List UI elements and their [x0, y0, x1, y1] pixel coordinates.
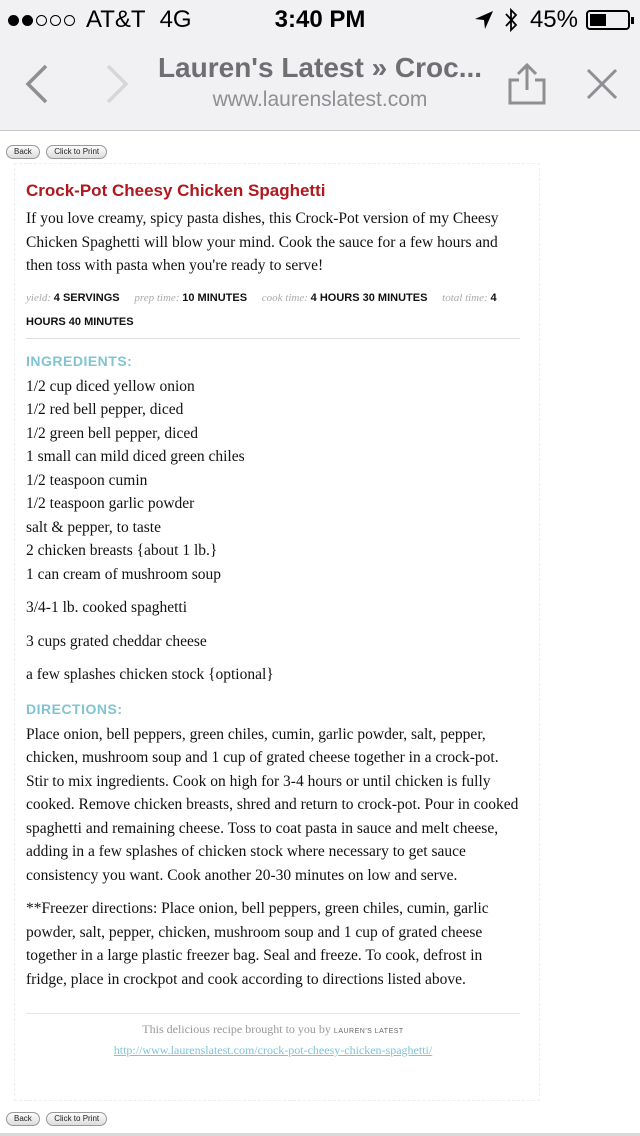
recipe-link[interactable]: http://www.laurenslatest.com/crock-pot-cheesy-chicken-spaghetti/: [113, 1043, 433, 1057]
ingredient-item: salt & pepper, to taste: [26, 518, 161, 536]
ingredient-item: 1/2 green bell pepper, diced: [26, 424, 198, 442]
recipe-title: Crock-Pot Cheesy Chicken Spaghetti: [26, 181, 326, 200]
recipe-meta: [26, 286, 520, 339]
share-icon[interactable]: [506, 62, 548, 106]
battery-percent: 45%: [529, 6, 578, 33]
ingredient-item: 3 cups grated cheddar cheese: [26, 632, 207, 650]
battery-icon: [586, 10, 630, 30]
ingredients-heading: INGREDIENTS:: [26, 352, 133, 369]
close-icon[interactable]: [586, 68, 618, 100]
directions-heading: DIRECTIONS:: [26, 700, 123, 717]
clock: 3:40 PM: [274, 6, 366, 33]
ingredient-item: 1/2 teaspoon garlic powder: [26, 495, 195, 512]
location-arrow-icon: [474, 10, 494, 30]
forward-arrow-icon[interactable]: [102, 64, 130, 104]
footer-brand: LAUREN'S LATEST: [333, 1028, 404, 1035]
directions-step: Place onion, bell peppers, green chiles, cumin, garlic powder, salt, pepper, chicken, mushroom soup and 1 cup of grated cheese together in a crock-pot. Stir to mix ingredients. Cook on high for 3-4 hours or until chicken is fully cooked. Remove chicken breasts, shred and return to crock-pot. Pour in cooked spaghetti and remaining cheese. Toss to coat pasta in sauce and melt cheese, adding in a few splashes of chicken stock where necessary to get sauce consistency you want. Cook another 20-30 minutes on low and serve.: [26, 725, 519, 884]
total-time-value: 4 HOURS 40 MINUTES: [26, 291, 497, 328]
status-bar: [0, 0, 640, 40]
network-type: 4G: [159, 6, 192, 33]
recipe-footer: [26, 1013, 520, 1060]
back-arrow-icon[interactable]: [24, 64, 52, 104]
ingredients-list: [26, 375, 520, 687]
prep-time-label: prep time:: [134, 291, 180, 304]
carrier-name: AT&T: [86, 6, 146, 33]
ingredient-item: 1 can cream of mushroom soup: [26, 565, 221, 583]
browser-chrome: [0, 0, 640, 131]
print-toolbar-bottom: [6, 1108, 109, 1126]
total-time-label: total time:: [442, 291, 488, 304]
cook-time-value: 4 HOURS 30 MINUTES: [310, 291, 428, 304]
back-button[interactable]: Back: [6, 145, 40, 159]
ingredient-item: 1 small can mild diced green chiles: [26, 448, 245, 465]
yield-value: 4 SERVINGS: [53, 291, 120, 304]
ingredient-item: a few splashes chicken stock {optional}: [26, 666, 274, 683]
ingredient-item: 1/2 red bell pepper, diced: [26, 401, 184, 418]
page-title[interactable]: Lauren's Latest » Croc...: [157, 52, 483, 83]
ingredient-item: 1/2 teaspoon cumin: [26, 471, 148, 489]
recipe-intro: If you love creamy, spicy pasta dishes, this Crock-Pot version of my Cheesy Chicken Spaghetti will blow your mind. Cook the sauce for a few hours and then toss with pasta when you're ready to serve!: [26, 210, 499, 274]
ingredient-item: 2 chicken breasts {about 1 lb.}: [26, 542, 218, 559]
print-button[interactable]: Click to Print: [46, 145, 107, 159]
freezer-directions: **Freezer directions: Place onion, bell peppers, green chiles, cumin, garlic powder, salt, pepper, chicken, mushroom soup and 1 cup of grated cheese together in a large plastic freezer bag. Seal and freeze. To cook, defrost in fridge, place in crockpot and cook according to directions listed above.: [26, 900, 489, 988]
footer-credit: This delicious recipe brought to you by: [142, 1022, 331, 1036]
back-button[interactable]: Back: [6, 1112, 40, 1126]
print-button[interactable]: Click to Print: [46, 1112, 107, 1126]
print-toolbar-top: [6, 141, 109, 159]
url-bar[interactable]: www.laurenslatest.com: [212, 88, 428, 111]
bluetooth-icon: [504, 8, 518, 32]
cook-time-label: cook time:: [261, 291, 308, 304]
prep-time-value: 10 MINUTES: [182, 291, 248, 304]
ingredient-item: 1/2 cup diced yellow onion: [26, 377, 195, 395]
yield-label: yield:: [26, 291, 52, 304]
recipe-content: [26, 180, 520, 1060]
ingredient-item: 3/4-1 lb. cooked spaghetti: [26, 599, 187, 616]
